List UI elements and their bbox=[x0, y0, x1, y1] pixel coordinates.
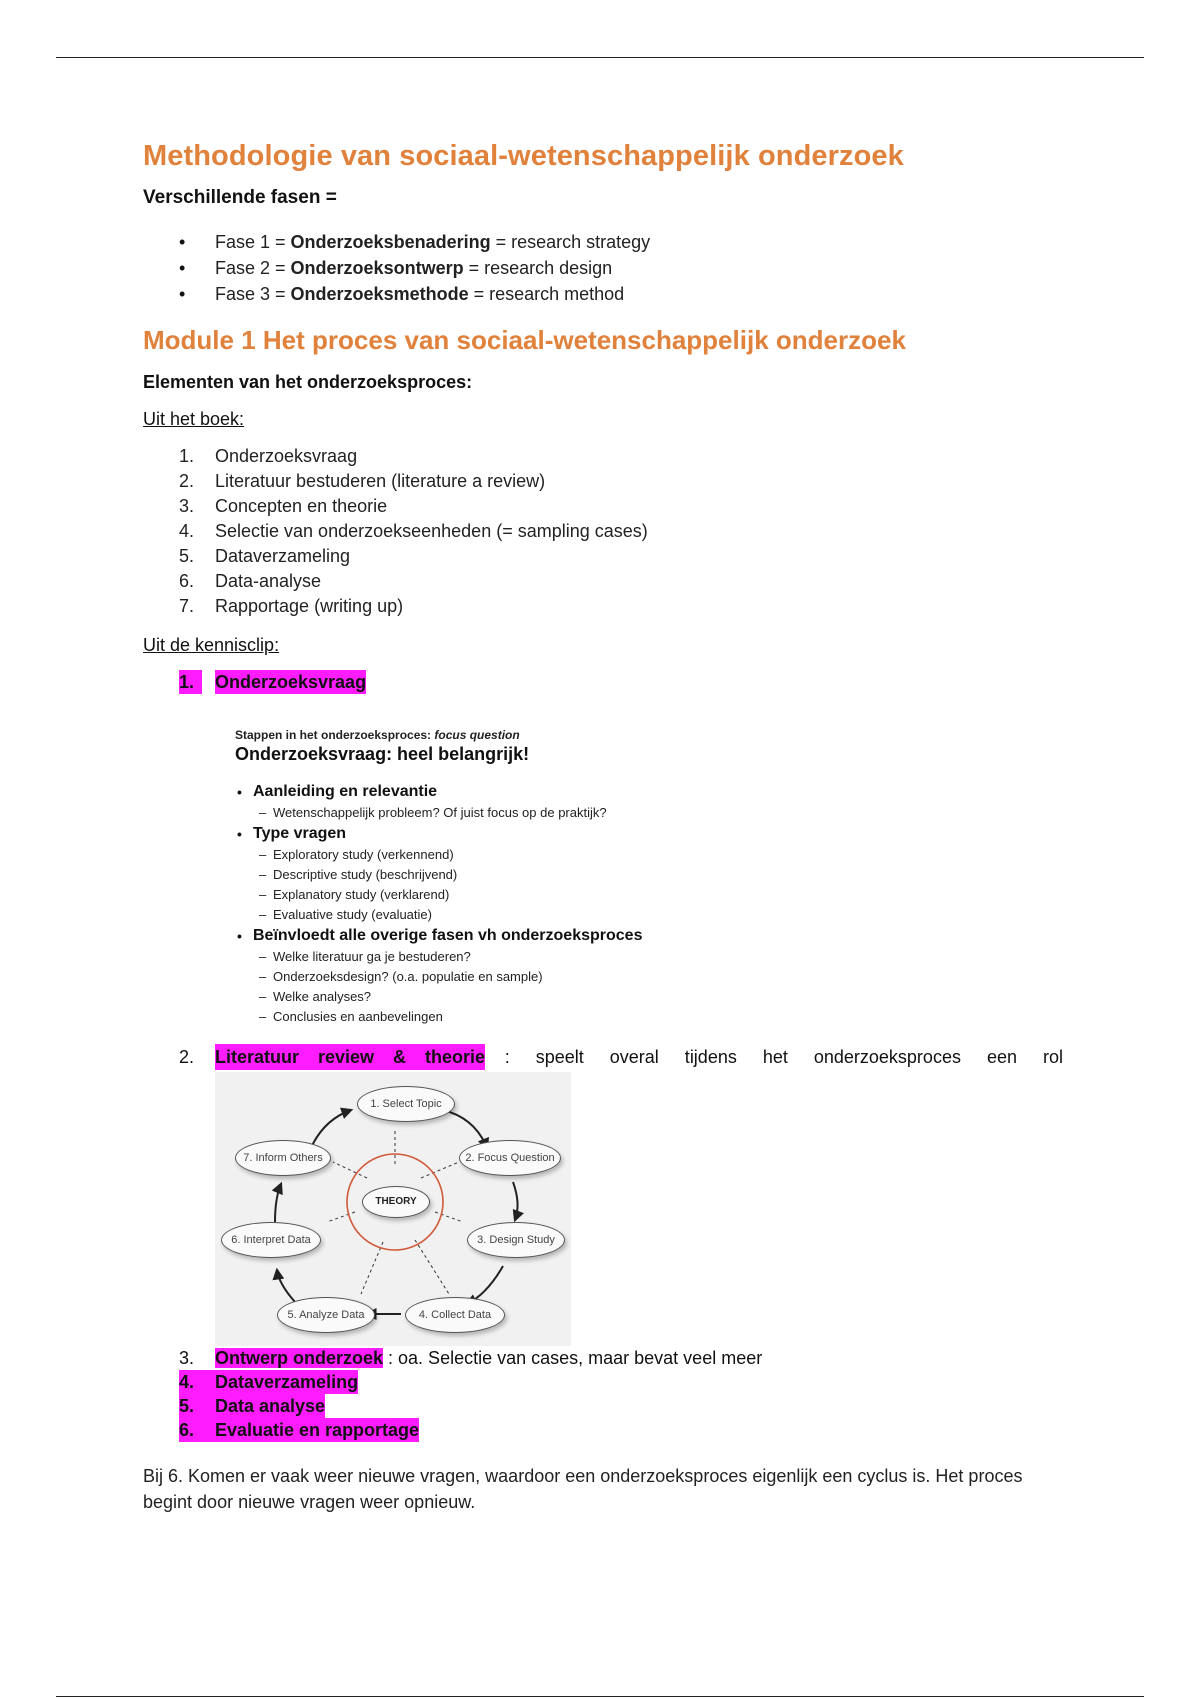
page-title: Methodologie van sociaal-wetenschappelijk onderzoek bbox=[143, 140, 904, 172]
list-item: 5. Dataverzameling bbox=[179, 546, 351, 566]
slide-subbullet: – Welke literatuur ga je bestuderen? bbox=[235, 947, 695, 967]
slide-bullet: • Beïnvloedt alle overige fasen vh onderzoeksproces bbox=[235, 925, 695, 947]
list-item: • Fase 2 = Onderzoeksontwerp = research design bbox=[143, 255, 1063, 281]
list-item: 1. Onderzoeksvraag bbox=[179, 446, 358, 466]
cycle-node: 3. Design Study bbox=[467, 1222, 565, 1258]
list-item: 2. Literatuur bestuderen (literature a review) bbox=[179, 471, 546, 491]
cycle-node: 6. Interpret Data bbox=[221, 1222, 321, 1258]
book-steps-list bbox=[143, 444, 1063, 619]
slide-subbullet: – Descriptive study (beschrijvend) bbox=[235, 865, 695, 885]
cycle-node: 4. Collect Data bbox=[405, 1297, 505, 1333]
slide-image-onderzoeksvraag bbox=[235, 728, 695, 1027]
slide-subbullet: – Exploratory study (verkennend) bbox=[235, 845, 695, 865]
clip-item-4: 4. Dataverzameling bbox=[179, 1372, 359, 1392]
cycle-node: 5. Analyze Data bbox=[277, 1297, 375, 1333]
cycle-node: 1. Select Topic bbox=[357, 1086, 455, 1122]
list-item: • Fase 1 = Onderzoeksbenadering = research strategy bbox=[143, 229, 1063, 255]
list-item: 3. Concepten en theorie bbox=[179, 496, 388, 516]
bottom-rule bbox=[56, 1696, 1144, 1697]
slide-subbullet: – Welke analyses? bbox=[235, 987, 695, 1007]
list-item: 6. Data-analyse bbox=[179, 571, 322, 591]
slide-subbullet: – Evaluative study (evaluatie) bbox=[235, 905, 695, 925]
slide-bullet: • Type vragen bbox=[235, 823, 695, 845]
cycle-center-theory: THEORY bbox=[362, 1186, 430, 1218]
slide-title: Onderzoeksvraag: heel belangrijk! bbox=[235, 744, 530, 764]
clip-label: Uit de kennisclip: bbox=[143, 635, 280, 655]
top-rule bbox=[56, 57, 1144, 58]
slide-bullet: • Aanleiding en relevantie bbox=[235, 781, 695, 803]
module-heading: Module 1 Het proces van sociaal-wetenschappelijk onderzoek bbox=[143, 325, 906, 355]
slide-subbullet: – Conclusies en aanbevelingen bbox=[235, 1007, 695, 1027]
clip-item-3: 3. Ontwerp onderzoek : oa. Selectie van cases, maar bevat veel meer bbox=[179, 1348, 763, 1368]
elements-heading: Elementen van het onderzoeksproces: bbox=[143, 372, 473, 392]
slide-caption: Stappen in het onderzoeksproces: focus question bbox=[235, 728, 520, 742]
closing-paragraph: Bij 6. Komen er vaak weer nieuwe vragen, waardoor een onderzoeksproces eigenlijk een cyclus is. Het proces begint door nieuwe vragen weer opnieuw. bbox=[143, 1466, 1023, 1512]
clip-item-1: 1. Onderzoeksvraag bbox=[179, 672, 367, 692]
clip-item-6: 6. Evaluatie en rapportage bbox=[179, 1420, 420, 1440]
list-item: 4. Selectie van onderzoekseenheden (= sampling cases) bbox=[179, 521, 648, 541]
phases-heading: Verschillende fasen = bbox=[143, 187, 337, 208]
slide-subbullet: – Onderzoeksdesign? (o.a. populatie en sample) bbox=[235, 967, 695, 987]
slide-subbullet: – Explanatory study (verklarend) bbox=[235, 885, 695, 905]
list-item: • Fase 3 = Onderzoeksmethode = research method bbox=[143, 281, 1063, 307]
cycle-node: 2. Focus Question bbox=[459, 1140, 561, 1176]
clip-item-5: 5. Data analyse bbox=[179, 1396, 326, 1416]
research-cycle-diagram bbox=[215, 1072, 571, 1346]
phases-list bbox=[143, 229, 1063, 307]
clip-items-rest bbox=[143, 1346, 1063, 1442]
clip-item-2: 2. Literatuur review & theorie : speelt overal tijdens het onderzoeksproces een rol bbox=[143, 1044, 1063, 1070]
book-label: Uit het boek: bbox=[143, 409, 245, 429]
document-body bbox=[143, 140, 1063, 694]
list-item: 7. Rapportage (writing up) bbox=[179, 596, 404, 616]
cycle-node: 7. Inform Others bbox=[235, 1140, 331, 1176]
slide-subbullet: – Wetenschappelijk probleem? Of juist focus op de praktijk? bbox=[235, 803, 695, 823]
